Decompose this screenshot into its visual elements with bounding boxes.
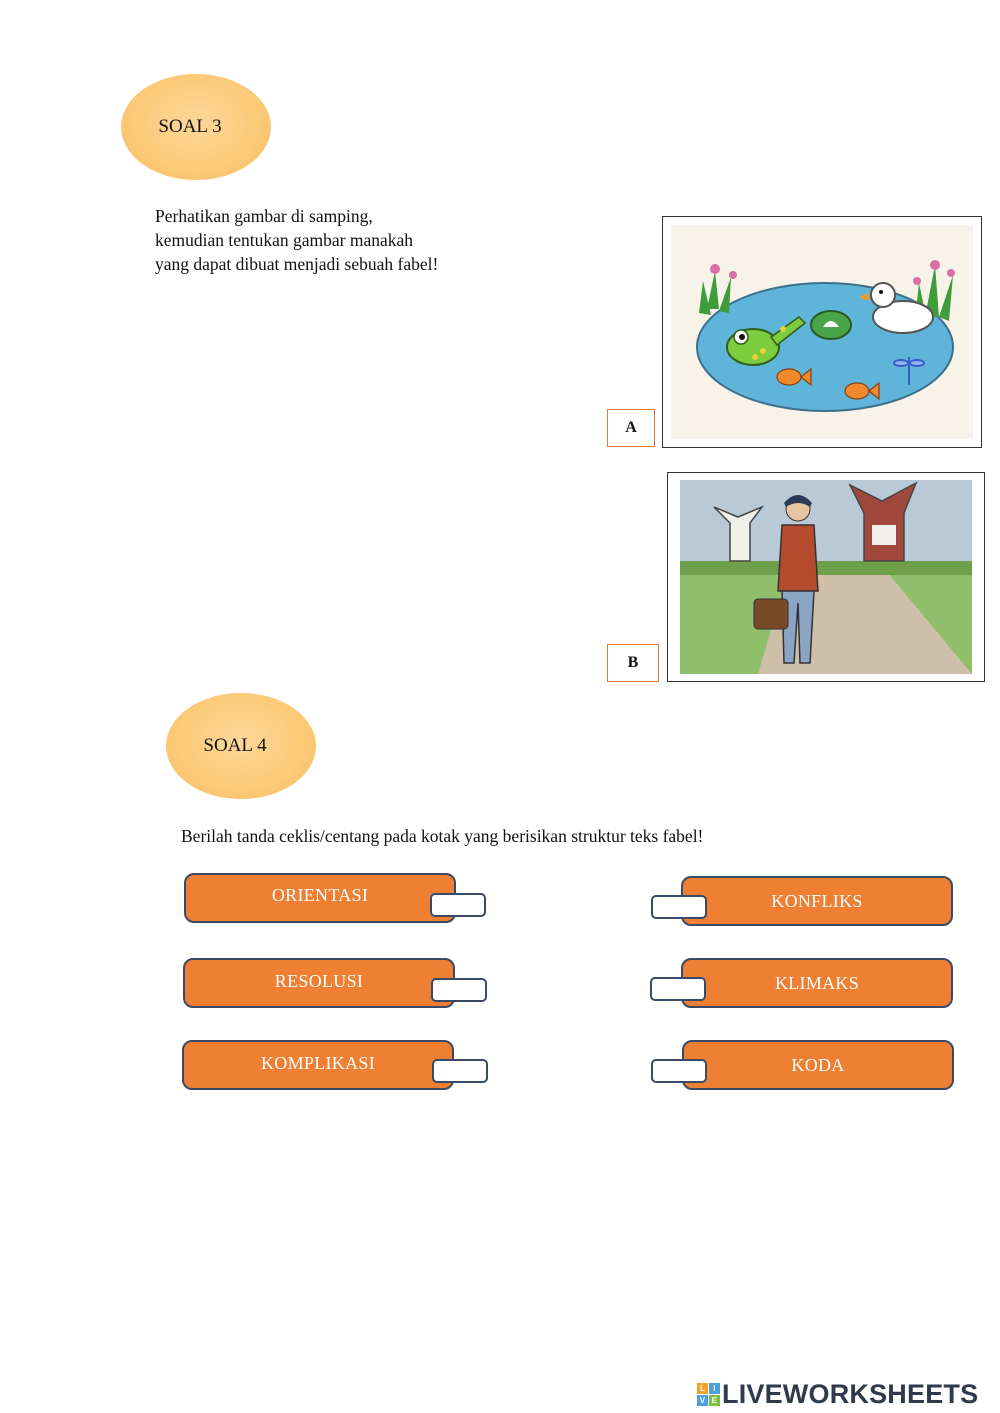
pill-label: KOMPLIKASI [260,1052,375,1073]
soal-4-instruction: Berilah tanda ceklis/centang pada kotak yang berisikan struktur teks fabel! [181,826,704,846]
checkbox-komplikasi[interactable] [432,1059,488,1083]
instruction-line: kemudian tentukan gambar manakah [155,230,414,250]
pill-label: KONFLIKS [771,890,863,911]
answer-option-orientasi [184,873,456,923]
answer-option-konfliks [681,876,953,926]
pill-label: RESOLUSI [274,970,364,991]
option-a-label-box[interactable] [607,409,655,447]
liveworksheets-logo [697,1376,978,1412]
instruction-line: Perhatikan gambar di samping, [155,206,373,226]
soal-3-label: SOAL 3 [158,116,222,137]
pond-animals-illustration [663,217,981,447]
checkbox-resolusi[interactable] [431,978,487,1002]
checkbox-klimaks[interactable] [650,977,706,1001]
answer-option-komplikasi [182,1040,454,1090]
pill-label: KLIMAKS [774,972,860,993]
option-b-letter: B [627,654,639,671]
soal-4-label: SOAL 4 [203,735,267,756]
pill-label: ORIENTASI [271,884,369,905]
man-walking-illustration [668,473,984,681]
soal-3-badge [121,74,271,180]
liveworksheets-brand: LIVEWORKSHEETS [722,1378,979,1409]
pill-label: KODA [791,1054,845,1075]
answer-option-klimaks [681,958,953,1008]
answer-option-resolusi [183,958,455,1008]
option-a-image [662,216,982,448]
instruction-line: yang dapat dibuat menjadi sebuah fabel! [155,254,439,274]
soal-3-instruction [155,204,575,276]
checkbox-konfliks[interactable] [651,895,707,919]
answer-option-koda [682,1040,954,1090]
checkbox-koda[interactable] [651,1059,707,1083]
soal-4-badge [166,693,316,799]
checkbox-orientasi[interactable] [430,893,486,917]
option-a-letter: A [625,419,637,436]
option-b-label-box[interactable] [607,644,659,682]
liveworksheets-logo-icon: L I V E [697,1383,720,1406]
option-b-image [667,472,985,682]
